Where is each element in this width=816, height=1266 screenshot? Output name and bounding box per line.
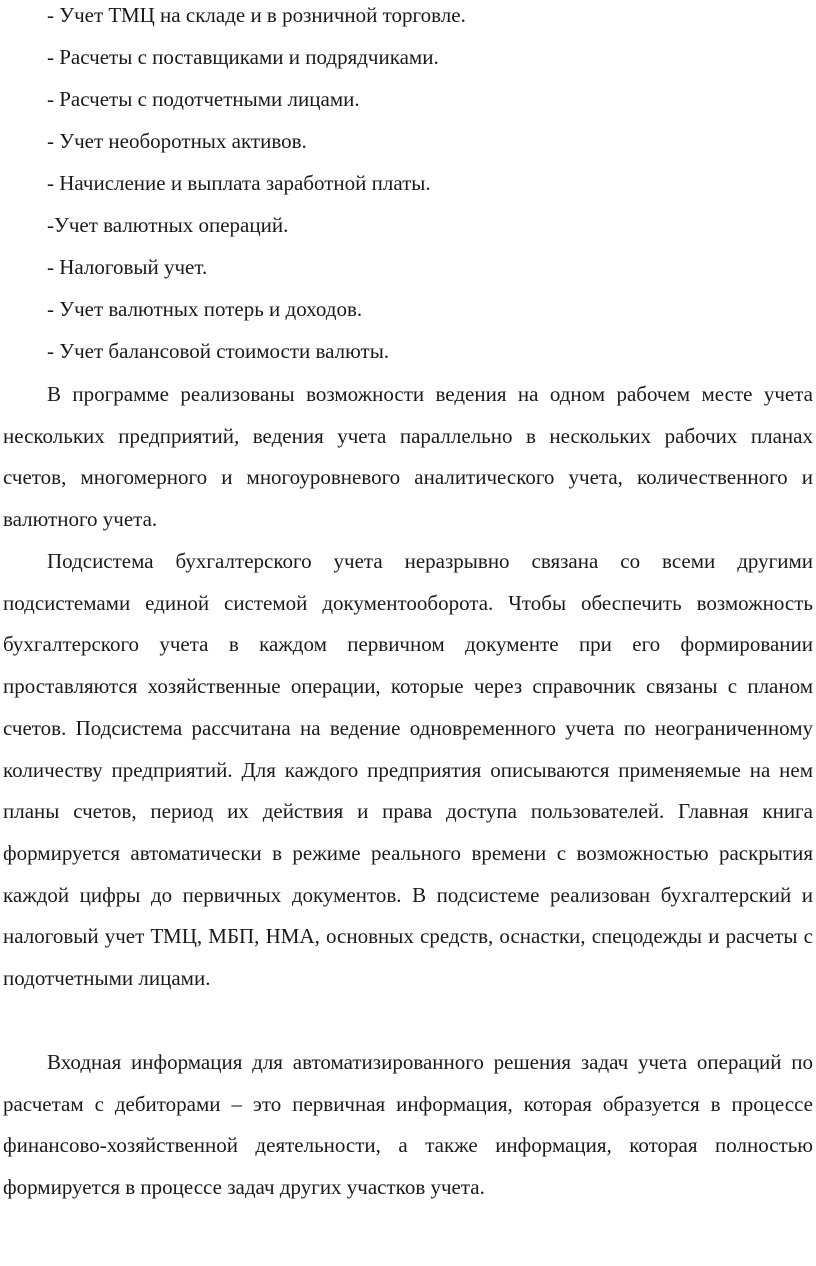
- paragraph-subsystem: Подсистема бухгалтерского учета неразрывно связана со всеми другими подсистемами единой системой документооборота. Чтобы обеспечить возможность бухгалтерского учета в каждом первичном документе при его формировании проставляются хозяйственные операции, которые через справочник связаны с планом счетов. Подсистема рассчитана на ведение одновременного учета по неограниченному количеству предприятий. Для каждого предприятия описываются применяемые на нем планы счетов, период их действия и права доступа пользователей. Главная книга формируется автоматически в режиме реального времени с возможностью раскрытия каждой цифры до первичных документов. В подсистеме реализован бухгалтерский и налоговый учет ТМЦ, МБП, НМА, основных средств, оснастки, спецодежды и расчеты с подотчетными лицами.: [3, 549, 813, 991]
- list-item: - Учет валютных потерь и доходов.: [47, 297, 363, 321]
- list-item: - Учет балансовой стоимости валюты.: [47, 339, 390, 363]
- list-item: - Учет ТМЦ на складе и в розничной торговле.: [47, 3, 466, 27]
- list-item: - Расчеты с поставщиками и подрядчиками.: [47, 45, 439, 69]
- list-item: - Налоговый учет.: [47, 255, 208, 279]
- list-item: - Начисление и выплата заработной платы.: [47, 171, 431, 195]
- list-item: -Учет валютных операций.: [47, 213, 289, 237]
- paragraph-intro: В программе реализованы возможности ведения на одном рабочем месте учета нескольких предприятий, ведения учета параллельно в нескольких рабочих планах счетов, многомерного и многоуровневого аналитического учета, количественного и валютного учета.: [3, 382, 813, 532]
- list-item: - Учет необоротных активов.: [47, 129, 307, 153]
- paragraph-input-info: Входная информация для автоматизированного решения задач учета операций по расчетам с дебиторами – это первичная информация, которая образуется в процессе финансово-хозяйственной деятельности, а также информация, которая полностью формируется в процессе задач других участков учета.: [3, 1050, 813, 1200]
- list-item: - Расчеты с подотчетными лицами.: [47, 87, 360, 111]
